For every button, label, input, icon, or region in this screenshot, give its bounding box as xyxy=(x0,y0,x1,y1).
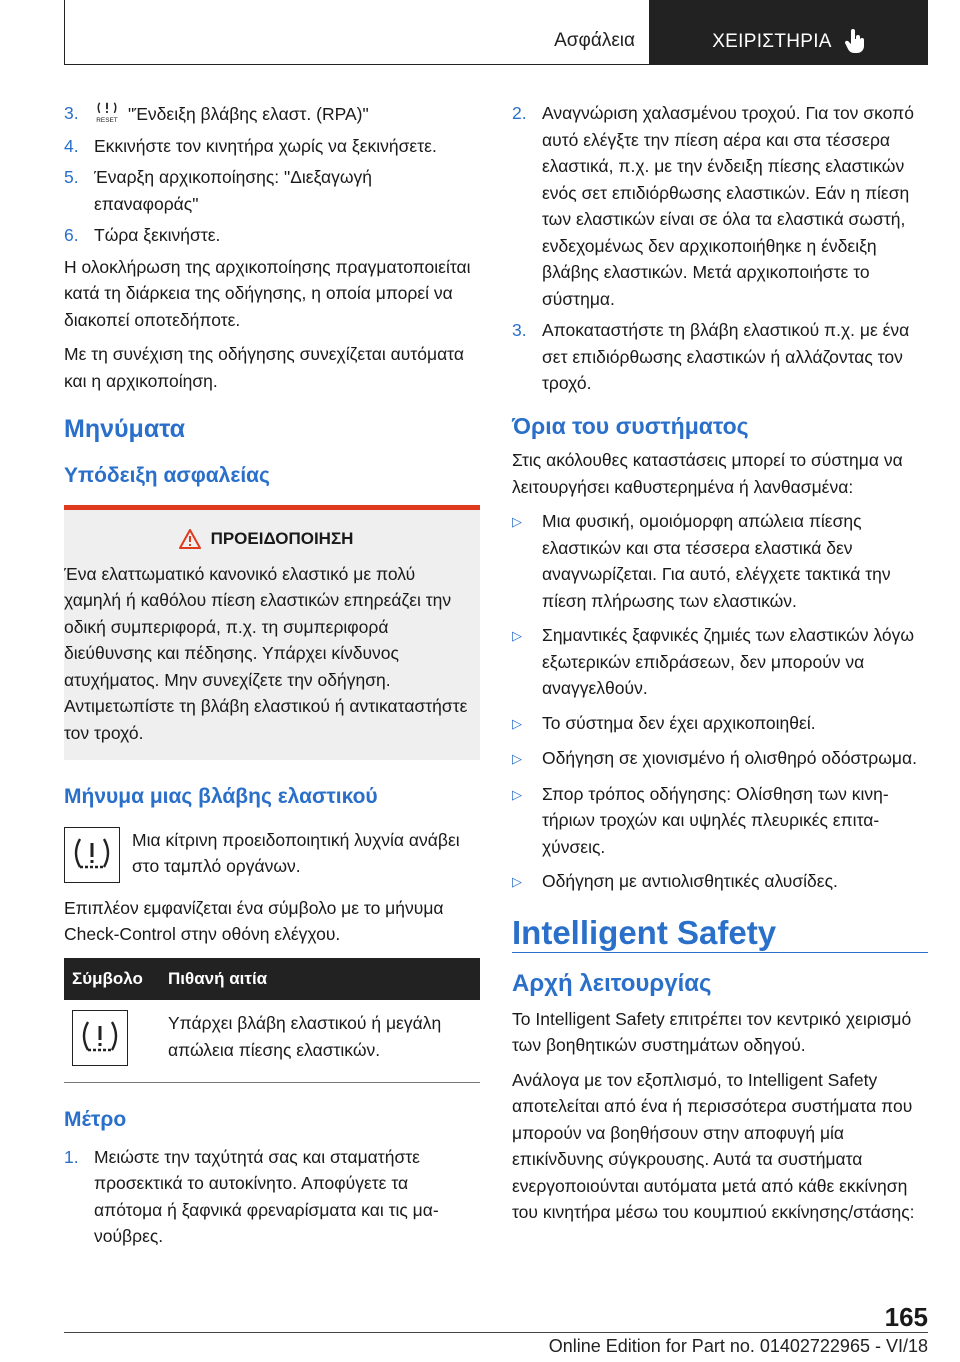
step-number: 4. xyxy=(64,135,79,156)
heading-safety-note: Υπόδειξη ασφαλείας xyxy=(64,463,270,487)
section-tab xyxy=(64,0,650,65)
warning-triangle-icon xyxy=(179,529,201,549)
bullet-icon: ▷ xyxy=(512,628,522,643)
bullet-icon: ▷ xyxy=(512,786,522,802)
heading-tire-fault-message: Μήνυμα μιας βλάβης ελαστικού xyxy=(64,785,378,808)
bullet-icon: ▷ xyxy=(512,874,522,889)
warning-body: Ένα ελαττωματικό κανονικό ελαστικό με πολύ χαμηλή ή καθόλου πίεση ελαστικών επηρεάζει την οδική συμπεριφορά, π.χ. τη συμπεριφορά διεύθυνσης και πέδησης. Υπάρχει κίνδυνος ατυχήματος. Μην συνεχίζετε την οδήγηση. Αντιμετωπίστε τη βλάβη ελαστικού ή αντικαταστήστε τον τροχό. xyxy=(64,563,468,743)
reset-tire-icon xyxy=(94,100,120,124)
paragraph: Ανάλογα με τον εξοπλισμό, το Intelligent Safety αποτελείται από ένα ή περισσότερα συστήματα που μπορούν να βοηθήσουν στην αποφυγή μία επικίνδυνης σύγκρουσης. Αυτά τα συστήματα ενεργοποιούνται αυτόματα μετά από κάθε εκκίνηση του κινητήρα μέσω του κουμπιού εκκίνησης/στάσης: xyxy=(512,1069,915,1222)
step-text: Αποκαταστήστε τη βλάβη ελαστικού π.χ. με ένα σετ επιδιόρθωσης ελαστικών ή αλλάζοντας τον τροχό. xyxy=(542,320,910,393)
bullet-icon: ▷ xyxy=(512,715,522,731)
heading-intelligent-safety: Intelligent Safety xyxy=(512,920,928,954)
lamp-text: Μια κίτρινη προειδοποιητική λυχνία ανάβει στο ταμπλό οργάνων. xyxy=(132,829,460,876)
list-item xyxy=(64,1144,480,1250)
step-number: 2. xyxy=(512,103,527,123)
paragraph: Η ολοκλήρωση της αρχικοποίησης πραγματοποιείται κατά τη διάρκεια της οδήγησης, η οποία μπορεί να διακοπεί οποτεδήποτε. xyxy=(64,256,471,330)
list-item xyxy=(64,133,480,160)
measure-steps-continued xyxy=(512,100,928,397)
list-item xyxy=(64,164,480,217)
manual-tab xyxy=(650,0,928,65)
step-text: Αναγνώριση χαλασμένου τροχού. Για τον σκοπό αυτό ελέγξτε την πίεση αέρα και στα τέσσερα ελαστικά, π.χ. με την ένδειξη πίεσης ελαστικών ενός σετ επιδιόρθωσης ελαστικών. Εάν η πίεση των ελαστικών είναι σε όλα τα ελαστικά σωστή, ενδεχομένως δεν αρχικοποιήθηκε η ένδειξη βλάβης ελαστικών. Μετά αρχικοποιήστε το σύστημα. xyxy=(542,103,914,309)
list-item xyxy=(512,100,928,312)
paragraph: Επιπλέον εμφανίζεται ένα σύμβολο με το μήνυμα Check-Control στην οθόνη ελέγχου. xyxy=(64,897,444,944)
paragraph: Στις ακόλουθες καταστάσεις μπορεί το σύστημα να λειτουργήσει καθυστερημένα ή λανθασμένα: xyxy=(512,450,903,497)
list-item xyxy=(512,317,928,397)
paragraph: Το Intelligent Safety επιτρέπει τον κεντρικό χειρισμό των βοηθητικών συστημάτων οδηγού. xyxy=(512,1008,912,1055)
tire-pressure-warning-icon xyxy=(70,835,114,875)
init-steps xyxy=(64,100,480,249)
heading-principle: Αρχή λειτουργίας xyxy=(512,970,712,997)
warning-box xyxy=(64,505,480,760)
step-text: Μειώστε την ταχύτητά σας και σταματήστε προσεκτικά το αυτοκίνητο. Αποφύγετε τα απότομα ή ξαφνικά φρεναρίσματα και τις μανούβρες. xyxy=(94,1146,439,1246)
step-number: 5. xyxy=(64,167,79,187)
table-header-symbol: Σύμβολο xyxy=(64,958,160,1001)
list-item: ▷ Οδήγηση με αντιολισθητικές αλυσίδες. xyxy=(512,868,928,896)
heading-system-limits: Όρια του συστήματος xyxy=(512,412,749,439)
step-text: "Ένδειξη βλάβης ελαστ. (RPA)" xyxy=(128,104,369,124)
table-header-cause: Πιθανή αιτία xyxy=(160,958,480,1001)
list-item xyxy=(64,100,480,128)
list-item: ▷ Το σύστημα δεν έχει αρχικοποιηθεί. xyxy=(512,710,928,738)
step-number: 6. xyxy=(64,225,79,245)
footer-edition: Online Edition for Part no. 01402722965 - VI/18 xyxy=(548,1336,928,1356)
right-column xyxy=(512,100,928,1234)
table-row xyxy=(64,1000,480,1083)
footer-divider xyxy=(64,1332,928,1333)
step-text: Έναρξη αρχικοποίησης: "Διεξαγωγή επαναφοράς" xyxy=(94,167,372,214)
page-header xyxy=(64,0,928,65)
manual-title: ΧΕΙΡΙΣΤΗΡΙΑ xyxy=(712,31,832,52)
step-number: 3. xyxy=(64,103,79,123)
page-number: 165 xyxy=(884,1302,928,1332)
list-item xyxy=(64,222,480,249)
list-item: ▷ Μια φυσική, ομοιόμορφη απώλεια πίεσης ελαστικών και στα τέσσερα ελαστικά δεν αναγνωρίζεται. Για αυτό, ελέγχετε τακτικά την πίεση πλήρωσης των ελαστικών. xyxy=(512,508,928,614)
hand-pointer-icon xyxy=(844,29,866,53)
symbol-table xyxy=(64,958,480,1084)
list-item: ▷ Σημαντικές ξαφνικές ζημιές των ελαστικών λόγω εξωτερικών επιδράσεων, δεν μπορούν να αναγγελθούν. xyxy=(512,622,928,702)
section-title: Ασφάλεια xyxy=(554,30,635,51)
table-cell-cause: Υπάρχει βλάβη ελαστικού ή μεγάλη απώλεια πίεσης ελαστικών. xyxy=(160,1000,480,1083)
list-item: ▷ Οδήγηση σε χιονισμένο ή ολισθηρό οδόστρωμα. xyxy=(512,745,928,773)
bullet-icon: ▷ xyxy=(512,514,522,529)
heading-measure: Μέτρο xyxy=(64,1108,127,1131)
lamp-note xyxy=(64,827,480,883)
step-text: Εκκινήστε τον κινητήρα χωρίς να ξεκινήσετε. xyxy=(94,135,437,156)
step-text: Τώρα ξεκινήστε. xyxy=(94,225,221,245)
measure-steps xyxy=(64,1144,480,1250)
paragraph: Με τη συνέχιση της οδήγησης συνεχίζεται αυτόματα και η αρχικοποίηση. xyxy=(64,344,464,391)
step-number: 3. xyxy=(512,320,527,340)
left-column xyxy=(64,100,480,1255)
limits-list xyxy=(512,508,928,896)
tire-pressure-warning-icon xyxy=(78,1018,122,1058)
bullet-icon: ▷ xyxy=(512,751,522,766)
list-item: ▷ Σπορ τρόπος οδήγησης: Ολίσθηση των κινητήριων τροχών και υψηλές πλευρικές επιταχύνσεις. xyxy=(512,781,928,861)
reset-icon-label: RESET xyxy=(96,117,118,124)
heading-messages: Μηνύματα xyxy=(64,415,186,443)
step-number: 1. xyxy=(64,1146,79,1167)
warning-title: ΠΡΟΕΙΔΟΠΟΙΗΣΗ xyxy=(210,529,354,548)
